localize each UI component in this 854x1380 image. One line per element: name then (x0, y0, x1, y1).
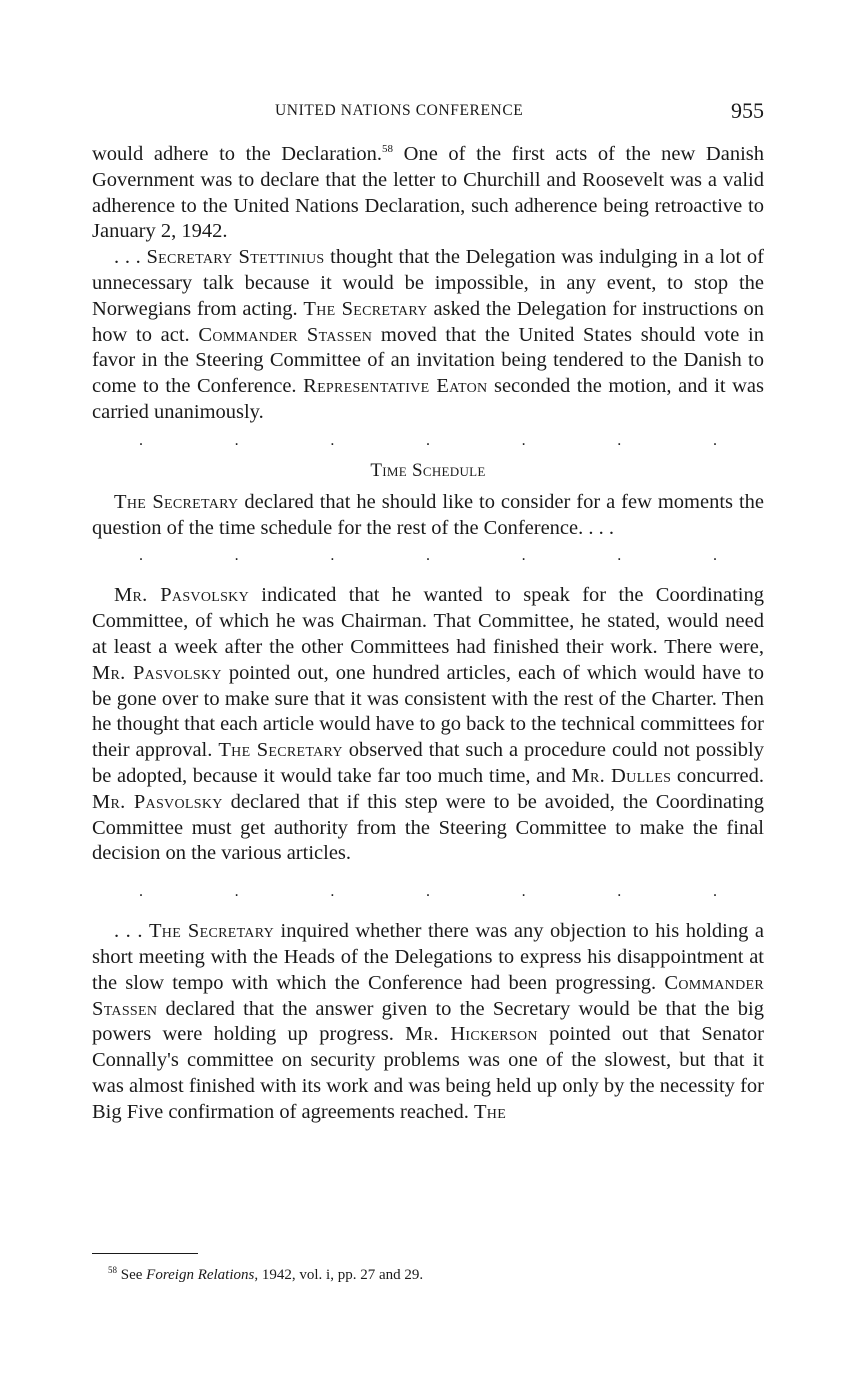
ellipsis-dot: . (617, 547, 622, 565)
ellipsis-dot: . (712, 883, 717, 901)
para4-text: observed that such a procedure could not possibly be adopted, because it would take far too much time, and (92, 739, 764, 787)
footnote-title: Foreign Relations (146, 1267, 255, 1283)
ellipsis-dot: . (330, 547, 335, 565)
spacer (92, 867, 764, 877)
ellipsis-dot: . (425, 883, 430, 901)
page-header (92, 98, 764, 128)
speaker-name: The Secretary (303, 297, 428, 320)
ellipsis-separator-3 (92, 879, 764, 905)
body-text (92, 142, 764, 1126)
ellipsis-dot: . (617, 431, 622, 449)
ellipsis-separator-1 (92, 428, 764, 454)
ellipsis-dot: . (234, 883, 239, 901)
speaker-name: The Secretary (148, 920, 274, 943)
spacer (92, 573, 764, 583)
para3-text: declared that he should like to consider for a few moments the question of the time schedule for the rest of the Conference. . . . (92, 490, 764, 539)
speaker-name: Commander Stassen (92, 971, 764, 1020)
speaker-name: Mr. Pasvolsky (92, 661, 222, 684)
ellipsis-dot: . (521, 431, 526, 449)
ellipsis-dot: . (521, 883, 526, 901)
speaker-name: Mr. Dulles (571, 764, 672, 787)
ellipsis-dot: . (139, 547, 143, 565)
ellipsis-dot: . (330, 883, 335, 901)
ellipsis-dot: . (712, 547, 717, 565)
para5-text: inquired whether there was any objection to his holding a short meeting with the Heads of the Delegations to express his disappointment at the slow tempo with which the Conference had been progressing. (92, 920, 765, 994)
speaker-name: The Secretary (114, 490, 239, 513)
section-heading: Time Schedule (370, 459, 486, 481)
footnote-marker: 58 (108, 1265, 117, 1275)
footnote-rest: , 1942, vol. i, pp. 27 and 29. (254, 1267, 424, 1283)
paragraph-4 (92, 583, 764, 867)
paragraph-5 (92, 919, 764, 1125)
footnote-rule (92, 1253, 198, 1254)
footnote (108, 1265, 768, 1285)
ellipsis-dot: . (617, 883, 622, 901)
footnote-reference[interactable]: 58 (382, 143, 394, 156)
ellipsis-lead: . . . (114, 246, 147, 269)
speaker-name: Commander Stassen (198, 323, 373, 346)
para2-text: asked the Delegation for instructions on how to act. (92, 297, 764, 346)
speaker-name: Mr. Pasvolsky (114, 584, 249, 607)
ellipsis-dot: . (712, 431, 717, 449)
ellipsis-dot: . (330, 431, 335, 449)
ellipsis-dot: . (521, 547, 526, 565)
para1-text-a: would adhere to the Declaration. (92, 143, 383, 165)
spacer (92, 909, 764, 919)
ellipsis-lead: . . . (114, 920, 149, 943)
para5-text: declared that the answer given to the Secretary would be that the big powers were holding up progress. (92, 997, 764, 1046)
speaker-name: The (473, 1100, 507, 1123)
speaker-name: Secretary Stettinius (146, 246, 325, 269)
ellipsis-dot: . (139, 431, 143, 449)
para4-text: indicated that he wanted to speak for the Coordinating Committee, of which he was Chairman. That Committee, he stated, would need at least a week after the other Committees had finished their work. There were, (92, 584, 764, 658)
para2-text: seconded the motion, and it was carried unanimously. (92, 375, 764, 423)
ellipsis-dot: . (139, 883, 143, 901)
para5-text: pointed out that Senator Connally's committee on security problems was one of the slowest, but that it was almost finished with its work and was being held up only by the necessity for Big Five confirmation of agreements reached. (92, 1023, 765, 1123)
ellipsis-dot: . (234, 547, 239, 565)
para4-text: concurred. (671, 764, 765, 787)
para2-text: thought that the Delegation was indulging in a lot of unnecessary talk because it would be impossible, in any event, to stop the Norwegians from acting. (92, 246, 764, 320)
paragraph-2 (92, 245, 764, 426)
ellipsis-dot: . (234, 431, 239, 449)
footnote-see: See (117, 1267, 147, 1283)
paragraph-1 (92, 142, 764, 245)
speaker-name: Mr. Hickerson (405, 1023, 538, 1046)
para4-text: pointed out, one hundred articles, each of which would have to be gone over to make sure that it was consistent with the rest of the Charter. Then he thought that each article would have to go back to the technical committees for their approval. (92, 661, 765, 762)
paragraph-3 (92, 490, 764, 542)
speaker-name: The Secretary (218, 739, 343, 762)
ellipsis-dot: . (425, 547, 430, 565)
para4-text: declared that if this step were to be avoided, the Coordinating Committee must get authority from the Steering Committee to make the final decision on the various articles. (92, 790, 764, 865)
running-head: UNITED NATIONS CONFERENCE (275, 102, 524, 119)
page-number: 955 (731, 98, 764, 123)
ellipsis-dot: . (425, 431, 430, 449)
ellipsis-separator-2 (92, 543, 764, 569)
para2-text: moved that the United States should vote in favor in the Steering Committee of an invitation being tendered to the Danish to come to the Conference. (92, 323, 764, 398)
para1-text-b: One of the first acts of the new Danish Government was to declare that the letter to Churchill and Roosevelt was a valid adherence to the United Nations Declaration, such adherence being retroactive to January 2, 1942. (92, 143, 764, 243)
speaker-name: Mr. Pasvolsky (92, 790, 223, 813)
speaker-name: Representative Eaton (303, 375, 488, 398)
